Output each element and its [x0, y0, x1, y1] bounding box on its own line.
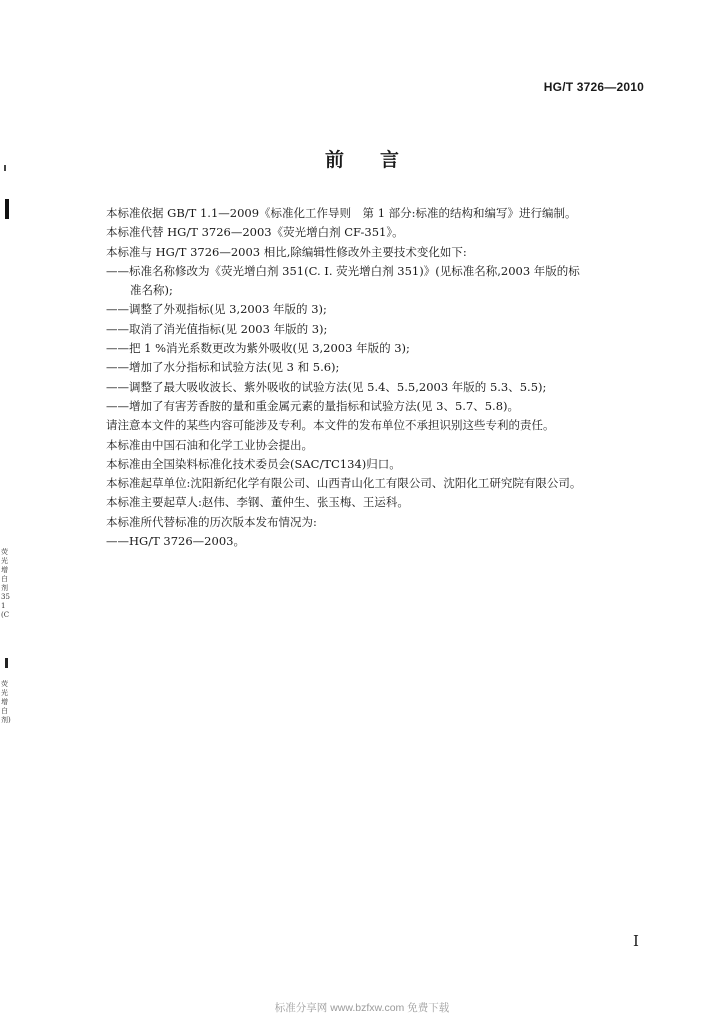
foreword-body: [106, 204, 636, 551]
change-item: ——取消了消光值指标(见 2003 年版的 3);: [106, 321, 328, 336]
paragraph: 本标准由中国石油和化学工业协会提出。: [106, 437, 313, 452]
margin-binding-text: 荧光增白剂351(C: [1, 548, 10, 619]
paragraph: 请注意本文件的某些内容可能涉及专利。本文件的发布单位不承担识别这些专利的责任。: [106, 418, 555, 433]
paragraph: 本标准起草单位:沈阳新纪化学有限公司、山西青山化工有限公司、沈阳化工研究院有限公司。: [106, 476, 582, 491]
scan-artifact-mark: [5, 658, 8, 668]
footer-watermark: 标准分享网 www.bzfxw.com 免费下载: [274, 1002, 450, 1014]
change-item-continuation: 准名称);: [130, 283, 173, 298]
paragraph: 本标准代替 HG/T 3726—2003《荧光增白剂 CF-351》。: [106, 225, 404, 240]
paragraph: 本标准与 HG/T 3726—2003 相比,除编辑性修改外主要技术变化如下:: [106, 244, 467, 259]
change-item: ——增加了有害芳香胺的量和重金属元素的量指标和试验方法(见 3、5.7、5.8)。: [106, 398, 520, 413]
paragraph: 本标准所代替标准的历次版本发布情况为:: [106, 514, 317, 529]
scan-artifact-bar: [5, 199, 9, 219]
change-item: ——把 1 %消光系数更改为紫外吸收(见 3,2003 年版的 3);: [106, 341, 410, 356]
paragraph: 本标准主要起草人:赵伟、李钢、董仲生、张玉梅、王运科。: [106, 495, 409, 510]
change-item: ——HG/T 3726—2003。: [106, 534, 245, 549]
page-number: I: [633, 932, 639, 950]
change-item: ——标准名称修改为《荧光增白剂 351(C. I. 荧光增白剂 351)》(见标准名称,2003 年版的标: [106, 263, 580, 278]
paragraph: 本标准由全国染料标准化技术委员会(SAC/TC134)归口。: [106, 456, 401, 471]
change-item: ——调整了外观指标(见 3,2003 年版的 3);: [106, 302, 327, 317]
standard-code: HG/T 3726—2010: [543, 80, 644, 94]
change-item: ——调整了最大吸收波长、紫外吸收的试验方法(见 5.4、5.5,2003 年版的 5.3、5.5);: [106, 379, 547, 394]
change-item: ——增加了水分指标和试验方法(见 3 和 5.6);: [106, 360, 340, 375]
margin-binding-text-2: 荧光增白剂): [1, 680, 11, 724]
paragraph: 本标准依据 GB/T 1.1—2009《标准化工作导则 第 1 部分:标准的结构和编写》进行编制。: [106, 206, 577, 220]
page-title: 前言: [324, 149, 435, 171]
